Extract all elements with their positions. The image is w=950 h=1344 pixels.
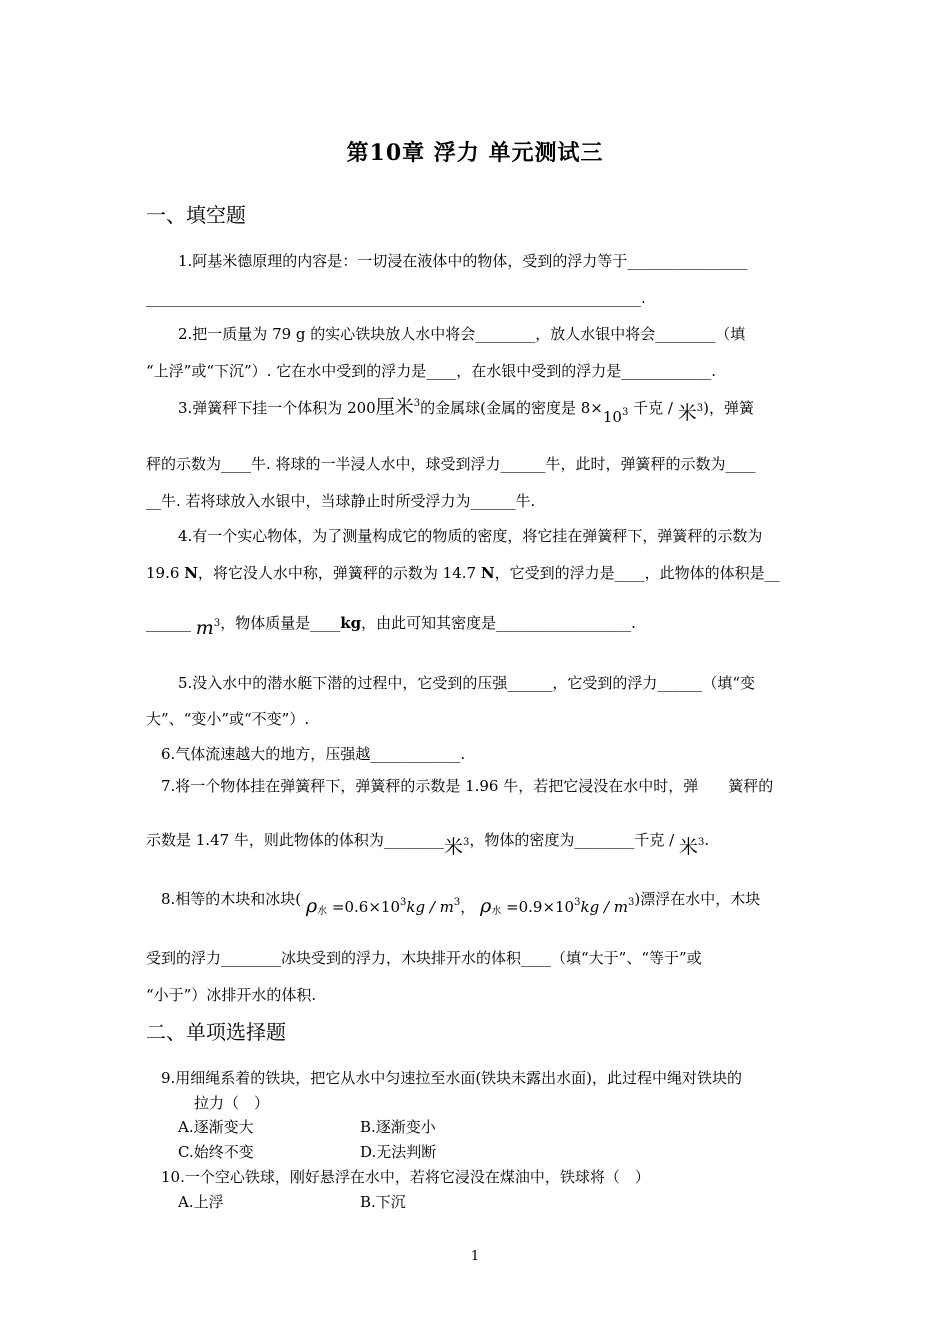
- q7-line2: [146, 829, 710, 858]
- q5-line2: 大”、“变小”或“不变”）.: [146, 710, 310, 728]
- q7-text-c: ，物体的密度为________千克 /: [469, 831, 675, 849]
- q8-line3: “小于”）冰排开水的体积.: [146, 986, 317, 1004]
- q7-line1: 7.将一个物体挂在弹簧秤下，弹簧秤的示数是 1.96 牛，若把它浸没在水中时，弹 簧秤的: [161, 777, 774, 795]
- q9-option-b: B.逐渐变小: [360, 1118, 436, 1136]
- section-heading-single-choice: 二、单项选择题: [146, 1020, 286, 1044]
- page-title: 第10章 浮力 单元测试三: [346, 140, 604, 166]
- q9-line1: 9.用细绳系着的铁块，把它从水中匀速拉至水面(铁块未露出水面)，此过程中绳对铁块的: [161, 1069, 743, 1087]
- q2-line1: 2.把一质量为 79 g 的实心铁块放人水中将会________，放人水银中将会________（填: [178, 325, 746, 343]
- q9-option-d: D.无法判断: [360, 1143, 437, 1161]
- q4-line2: [146, 563, 780, 583]
- q3-line2: 秤的示数为____牛. 将球的一半浸人水中，球受到浮力______牛，此时，弹簧秤的示数为____: [146, 455, 756, 473]
- q8-line2: 受到的浮力________冰块受到的浮力，木块排开水的体积____（填“大于”、“等于”或: [146, 949, 702, 967]
- q1-line1: 1.阿基米德原理的内容是：一切浸在液体中的物体，受到的浮力等于________________: [178, 252, 748, 270]
- q4-text-b3: ，物体质量是____: [220, 614, 341, 632]
- q4-blank: ______: [146, 614, 191, 632]
- q3-unit-cm-exp: 3: [413, 398, 421, 409]
- q10-option-a: A.上浮: [178, 1193, 224, 1211]
- q10-option-b: B.下沉: [360, 1193, 406, 1211]
- q4-text-c3: ，由此可知其密度是__________________.: [361, 614, 636, 632]
- q7-text-a: 示数是 1.47 牛，则此物体的体积为________: [146, 831, 444, 849]
- q8-eq1-text: =0.6×10: [331, 898, 400, 916]
- q8-unit2-exp: 3: [628, 897, 635, 908]
- q8-eq2: [506, 898, 634, 916]
- q8-eq2-text: =0.9×10: [506, 898, 575, 916]
- q4-unit-m-exp: 3: [213, 618, 221, 629]
- q4-text-b: ，将它没人水中称，弹簧秤的示数为 14.7: [197, 564, 477, 582]
- q4-unit-kg: kg: [340, 614, 362, 632]
- q8-unit1-exp: 3: [453, 897, 461, 908]
- q4-unit-n1: N: [184, 564, 198, 582]
- q3-text-c: 的金属球(金属的密度是 8×: [420, 399, 603, 417]
- q8-unit2: kg / m: [580, 898, 628, 916]
- q3-unit-cm: 厘米: [375, 396, 414, 418]
- q8-exp2: 3: [574, 897, 581, 908]
- q8-rho2: ρ: [480, 895, 492, 917]
- q8-exp1: 3: [400, 897, 407, 908]
- q8-rho2-sub: 水: [491, 906, 502, 917]
- q4-text-c: ，它受到的浮力是____，此物体的体积是__: [494, 564, 780, 582]
- q3-unit-m-exp: 3: [696, 403, 704, 414]
- q8-sep: ，: [460, 898, 476, 916]
- q4-val1: 19.6: [146, 564, 180, 582]
- q4-unit-n2: N: [480, 564, 495, 582]
- q3-ten-exp: 3: [621, 407, 629, 418]
- q4-line1: 4.有一个实心物体，为了测量构成它的物质的密度，将它挂在弹簧秤下，弹簧秤的示数为: [178, 527, 763, 545]
- q7-unit-m1: 米: [443, 836, 463, 858]
- q8-unit1: kg / m: [406, 898, 454, 916]
- q3-text-g: )，弹簧: [703, 399, 754, 417]
- q4-line3: [146, 612, 636, 639]
- q8-text-a: 8.相等的木块和冰块(: [161, 890, 302, 908]
- q2-line2: “上浮”或“下沉”）. 它在水中受到的浮力是____，在水银中受到的浮力是____________.: [146, 362, 716, 380]
- section-heading-fill-in: 一、填空题: [146, 203, 246, 227]
- q8-rho1-sub: 水: [317, 906, 328, 917]
- q3-unit-kg: 千克 /: [633, 399, 673, 417]
- q7-unit-m1-exp: 3: [462, 837, 470, 848]
- q7-unit-m2: 米: [678, 836, 698, 858]
- q6-line: 6.气体流速越大的地方，压强越____________.: [161, 745, 466, 763]
- q3-text-a: 3.弹簧秤下挂一个体积为 200: [178, 399, 376, 417]
- q9-option-a: A.逐渐变大: [178, 1118, 254, 1136]
- q5-line1: 5.没入水中的潜水艇下潜的过程中，它受到的压强______，它受到的浮力______（填“变: [178, 674, 755, 692]
- q9-option-c: C.始终不变: [178, 1143, 254, 1161]
- page-number: 1: [470, 1249, 480, 1264]
- q1-line2: __________________________________________________________________.: [146, 289, 646, 307]
- q3-unit-m: 米: [677, 402, 697, 424]
- q8-text-b: )漂浮在水中，木块: [634, 890, 761, 908]
- q3-ten: 10: [602, 408, 622, 426]
- q3-line3: __牛. 若将球放入水银中，当球静止时所受浮力为______牛.: [146, 492, 536, 510]
- q10-line1: 10.一个空心铁球，刚好悬浮在水中，若将它浸没在煤油中，铁球将（ ）: [161, 1168, 650, 1186]
- q4-unit-m: m: [195, 617, 214, 639]
- q8-line1: [161, 888, 761, 917]
- q8-rho1: ρ: [305, 895, 318, 917]
- q3-line1: [178, 396, 754, 426]
- q7-unit-m2-exp: 3: [697, 837, 705, 848]
- q8-eq1: [332, 898, 475, 916]
- q9-line2: 拉力（ ）: [194, 1094, 270, 1112]
- q7-text-e: .: [704, 831, 710, 849]
